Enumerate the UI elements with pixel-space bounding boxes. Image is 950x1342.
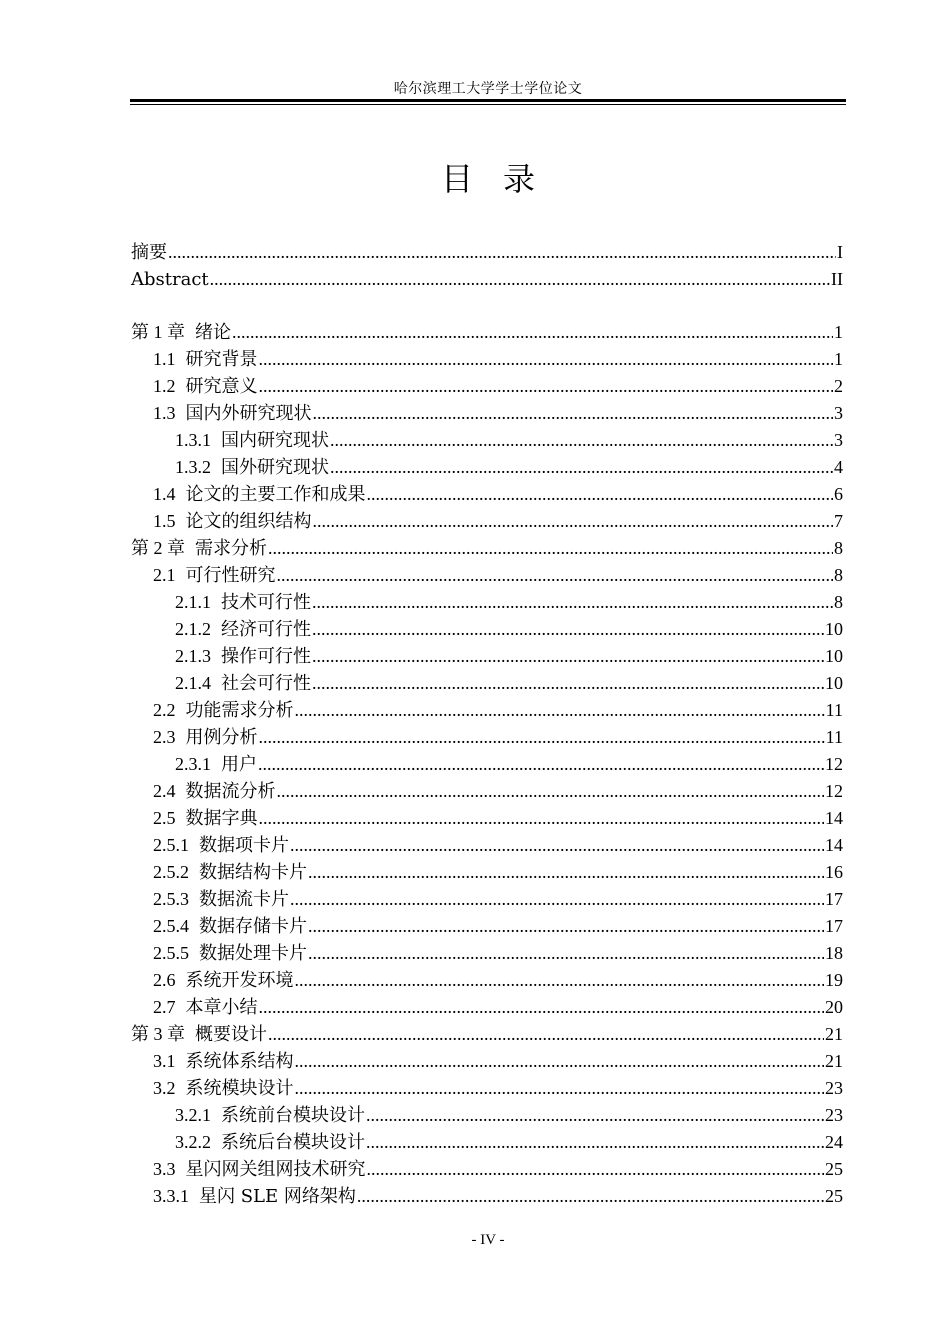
toc-entry-text: 国内外研究现状 (185, 403, 312, 424)
toc-entry-text: 数据项卡片 (199, 835, 289, 856)
toc-leader-dots (295, 697, 825, 724)
toc-entry[interactable] (131, 1048, 843, 1075)
toc-entry-text: 星闪网关组网技术研究 (185, 1159, 366, 1180)
toc-entry-page: 23 (825, 1105, 843, 1125)
toc-entry[interactable] (131, 643, 843, 670)
toc-entry[interactable] (131, 994, 843, 1021)
toc-entry-page: 10 (825, 673, 843, 693)
running-header: 哈尔滨理工大学学士学位论文 (393, 81, 583, 97)
toc-entry[interactable] (131, 751, 843, 778)
toc-leader-dots (268, 535, 833, 562)
toc-entry[interactable] (131, 697, 843, 724)
toc-entry[interactable] (131, 913, 843, 940)
toc-leader-dots (268, 1021, 824, 1048)
toc-entry-label (153, 481, 366, 508)
toc-entry-text: 国内研究现状 (221, 430, 329, 451)
toc-leader-dots (290, 886, 824, 913)
toc-entry-number: 3.2 (153, 1078, 176, 1098)
toc-entry-page: 14 (825, 808, 843, 828)
toc-entry-label (175, 751, 257, 778)
toc-leader-dots (313, 508, 834, 535)
toc-leader-dots (277, 778, 825, 805)
toc-leader-dots (366, 1129, 824, 1156)
toc-entry-label (153, 346, 258, 373)
toc-entry-text: 系统模块设计 (185, 1078, 294, 1099)
toc-entry-number: 1.4 (153, 484, 176, 504)
toc-entry-text: 论文的组织结构 (185, 511, 312, 532)
toc-entry[interactable] (131, 967, 843, 994)
toc-entry-number: 2.5.3 (153, 889, 189, 909)
toc-entry-text: 系统前台模块设计 (221, 1105, 365, 1126)
toc-entry[interactable] (131, 1129, 843, 1156)
toc-entry-label (153, 1048, 294, 1075)
toc-entry[interactable] (131, 508, 843, 535)
toc-entry-number: 2.7 (153, 997, 176, 1017)
toc-leader-dots (259, 373, 834, 400)
toc-entry-text: 需求分析 (195, 538, 267, 559)
toc-entry-page: 23 (825, 1078, 843, 1098)
toc-entry-text: 系统后台模块设计 (221, 1132, 365, 1153)
toc-entry[interactable] (131, 589, 843, 616)
toc-entry-number: 第 3 章 (131, 1024, 185, 1044)
toc-entry-number: 2.1.1 (175, 592, 211, 612)
toc-entry-text: 数据结构卡片 (199, 862, 307, 883)
toc-entry[interactable] (131, 670, 843, 697)
toc-entry-page: 11 (825, 700, 843, 720)
toc-entry-page: 25 (825, 1186, 843, 1206)
toc-entry[interactable] (131, 616, 843, 643)
toc-entry-page: 18 (825, 943, 843, 963)
toc-entry[interactable] (131, 1021, 843, 1048)
toc-leader-dots (258, 751, 824, 778)
toc-entry-text: 可行性研究 (185, 565, 276, 586)
toc-entry-text: 经济可行性 (221, 619, 311, 640)
toc-entry[interactable] (131, 346, 843, 373)
toc-entry-text: 数据存储卡片 (199, 916, 307, 937)
toc-entry[interactable] (131, 454, 843, 481)
toc-entry-text: 用例分析 (185, 727, 258, 748)
toc-entry-text: Abstract (131, 269, 209, 290)
toc-leader-dots (277, 562, 834, 589)
toc-leader-dots (308, 859, 824, 886)
toc-entry-number: 1.2 (153, 376, 176, 396)
toc-entry-number: 2.1 (153, 565, 176, 585)
toc-leader-dots (290, 832, 824, 859)
toc-leader-dots (259, 805, 825, 832)
toc-entry-label (131, 266, 209, 293)
toc-entry-page: 17 (825, 916, 843, 936)
toc-entry-number: 3.1 (153, 1051, 176, 1071)
toc-entry-page: 11 (825, 727, 843, 747)
toc-entry-label (175, 670, 311, 697)
table-of-contents (131, 239, 843, 1210)
toc-entry-page: II (831, 269, 843, 289)
toc-entry-text: 数据字典 (185, 808, 258, 829)
toc-entry-label (153, 373, 258, 400)
toc-leader-dots (295, 1075, 825, 1102)
toc-entry-label (153, 886, 289, 913)
toc-entry-number: 第 2 章 (131, 538, 185, 558)
toc-entry-label (131, 535, 267, 562)
toc-leader-dots (232, 319, 833, 346)
toc-entry-page: 3 (834, 403, 843, 423)
toc-entry-page: 10 (825, 646, 843, 666)
toc-entry-number: 2.1.4 (175, 673, 211, 693)
toc-entry[interactable] (131, 1156, 843, 1183)
toc-entry-text: 论文的主要工作和成果 (185, 484, 366, 505)
toc-entry[interactable] (131, 373, 843, 400)
toc-entry-page: 7 (834, 511, 843, 531)
toc-entry-number: 1.3.2 (175, 457, 211, 477)
toc-entry-page: 8 (834, 538, 843, 558)
toc-entry-number: 2.3.1 (175, 754, 211, 774)
toc-entry-text: 社会可行性 (221, 673, 311, 694)
toc-entry-number: 2.5.1 (153, 835, 189, 855)
toc-entry[interactable] (131, 940, 843, 967)
toc-entry[interactable] (131, 859, 843, 886)
toc-entry-label (153, 994, 258, 1021)
toc-entry-text: 数据流卡片 (199, 889, 289, 910)
toc-entry-label (175, 616, 311, 643)
toc-entry-page: I (837, 242, 843, 262)
toc-entry-page: 19 (825, 970, 843, 990)
toc-entry-page: 3 (834, 430, 843, 450)
toc-entry-page: 14 (825, 835, 843, 855)
toc-leader-dots (308, 940, 824, 967)
toc-leader-dots (259, 724, 825, 751)
toc-entry-page: 24 (825, 1132, 843, 1152)
toc-entry[interactable] (131, 886, 843, 913)
toc-leader-dots (295, 967, 825, 994)
toc-entry[interactable] (131, 319, 843, 346)
toc-leader-dots (312, 643, 824, 670)
toc-entry-page: 4 (834, 457, 843, 477)
toc-entry[interactable] (131, 400, 843, 427)
toc-entry-text: 系统开发环境 (185, 970, 294, 991)
page-number: - IV - (471, 1232, 505, 1248)
toc-entry-text: 概要设计 (195, 1024, 267, 1045)
toc-entry-text: 功能需求分析 (185, 700, 294, 721)
header-rule-thin (130, 104, 846, 105)
toc-entry-label (131, 1021, 267, 1048)
toc-entry-label (175, 427, 329, 454)
toc-entry-label (153, 562, 276, 589)
toc-entry-label (153, 805, 258, 832)
toc-entry[interactable] (131, 427, 843, 454)
toc-leader-dots (330, 427, 833, 454)
toc-entry-page: 12 (825, 754, 843, 774)
toc-leader-dots (357, 1183, 824, 1210)
toc-leader-dots (312, 589, 833, 616)
toc-entry-label (153, 1075, 294, 1102)
toc-entry[interactable] (131, 778, 843, 805)
toc-entry-label (153, 832, 289, 859)
toc-leader-dots (295, 1048, 825, 1075)
toc-entry-page: 25 (825, 1159, 843, 1179)
toc-entry[interactable] (131, 562, 843, 589)
toc-entry-number: 1.3 (153, 403, 176, 423)
toc-entry-page: 21 (825, 1051, 843, 1071)
toc-entry-page: 6 (834, 484, 843, 504)
toc-entry-number: 2.1.3 (175, 646, 211, 666)
toc-entry-text: 数据处理卡片 (199, 943, 307, 964)
toc-entry-page: 21 (825, 1024, 843, 1044)
toc-entry[interactable] (131, 1102, 843, 1129)
toc-entry[interactable] (131, 1075, 843, 1102)
toc-entry-page: 8 (834, 565, 843, 585)
toc-entry[interactable] (131, 239, 843, 266)
toc-entry-text: 国外研究现状 (221, 457, 329, 478)
toc-entry-page: 10 (825, 619, 843, 639)
toc-entry-number: 1.3.1 (175, 430, 211, 450)
toc-entry-label (131, 239, 167, 266)
toc-entry-text: 操作可行性 (221, 646, 311, 667)
toc-entry-number: 2.5.4 (153, 916, 189, 936)
toc-entry-page: 16 (825, 862, 843, 882)
toc-leader-dots (168, 239, 836, 266)
toc-entry-label (153, 400, 312, 427)
toc-entry-text: 技术可行性 (221, 592, 311, 613)
toc-entry-label (175, 1129, 365, 1156)
toc-entry[interactable] (131, 724, 843, 751)
toc-entry[interactable] (131, 832, 843, 859)
toc-entry-number: 2.6 (153, 970, 176, 990)
toc-entry-label (153, 508, 312, 535)
toc-entry-number: 2.3 (153, 727, 176, 747)
toc-entry-label (175, 643, 311, 670)
toc-entry-label (131, 319, 231, 346)
toc-entry-text: 星闪 SLE 网络架构 (199, 1186, 356, 1207)
toc-entry-text: 绪论 (195, 322, 231, 343)
toc-entry-label (175, 454, 329, 481)
toc-entry-number: 2.5.2 (153, 862, 189, 882)
toc-entry-label (175, 589, 311, 616)
toc-entry-label (153, 859, 307, 886)
toc-leader-dots (367, 1156, 825, 1183)
toc-entry-number: 2.2 (153, 700, 176, 720)
toc-entry[interactable] (131, 805, 843, 832)
toc-entry-text: 用户 (221, 754, 257, 775)
toc-leader-dots (259, 346, 834, 373)
toc-leader-dots (308, 913, 824, 940)
toc-leader-dots (312, 670, 824, 697)
toc-entry-page: 20 (825, 997, 843, 1017)
toc-entry-page: 8 (834, 592, 843, 612)
toc-entry-number: 1.1 (153, 349, 176, 369)
toc-entry-text: 本章小结 (185, 997, 258, 1018)
header-rule-thick (130, 99, 846, 102)
toc-entry-text: 数据流分析 (185, 781, 276, 802)
toc-entry[interactable] (131, 535, 843, 562)
toc-entry-page: 2 (834, 376, 843, 396)
toc-entry[interactable] (131, 481, 843, 508)
toc-entry-text: 摘要 (131, 242, 167, 263)
toc-entry-page: 17 (825, 889, 843, 909)
toc-entry-number: 2.1.2 (175, 619, 211, 639)
toc-entry-number: 2.5.5 (153, 943, 189, 963)
toc-entry-label (153, 940, 307, 967)
toc-entry-number: 2.5 (153, 808, 176, 828)
toc-entry-text: 系统体系结构 (185, 1051, 294, 1072)
toc-entry-number: 第 1 章 (131, 322, 185, 342)
toc-entry-number: 3.3.1 (153, 1186, 189, 1206)
toc-entry-label (153, 778, 276, 805)
toc-entry-number: 1.5 (153, 511, 176, 531)
toc-entry-label (175, 1102, 365, 1129)
toc-leader-dots (330, 454, 833, 481)
toc-entry-number: 3.3 (153, 1159, 176, 1179)
toc-leader-dots (312, 616, 824, 643)
page-title: 目录 (440, 160, 565, 198)
toc-entry[interactable] (131, 1183, 843, 1210)
toc-entry-label (153, 967, 294, 994)
toc-entry-label (153, 1183, 356, 1210)
toc-entry-page: 1 (834, 322, 843, 342)
toc-entry-text: 研究背景 (185, 349, 258, 370)
toc-entry-label (153, 724, 258, 751)
toc-entry[interactable] (131, 266, 843, 293)
toc-leader-dots (367, 481, 834, 508)
toc-leader-dots (366, 1102, 824, 1129)
toc-entry-number: 2.4 (153, 781, 176, 801)
toc-leader-dots (210, 266, 830, 293)
toc-entry-number: 3.2.1 (175, 1105, 211, 1125)
toc-leader-dots (259, 994, 825, 1021)
toc-entry-page: 12 (825, 781, 843, 801)
toc-entry-page: 1 (834, 349, 843, 369)
toc-entry-label (153, 913, 307, 940)
toc-entry-label (153, 697, 294, 724)
toc-entry-label (153, 1156, 366, 1183)
toc-entry-text: 研究意义 (185, 376, 258, 397)
toc-leader-dots (313, 400, 834, 427)
toc-entry-number: 3.2.2 (175, 1132, 211, 1152)
